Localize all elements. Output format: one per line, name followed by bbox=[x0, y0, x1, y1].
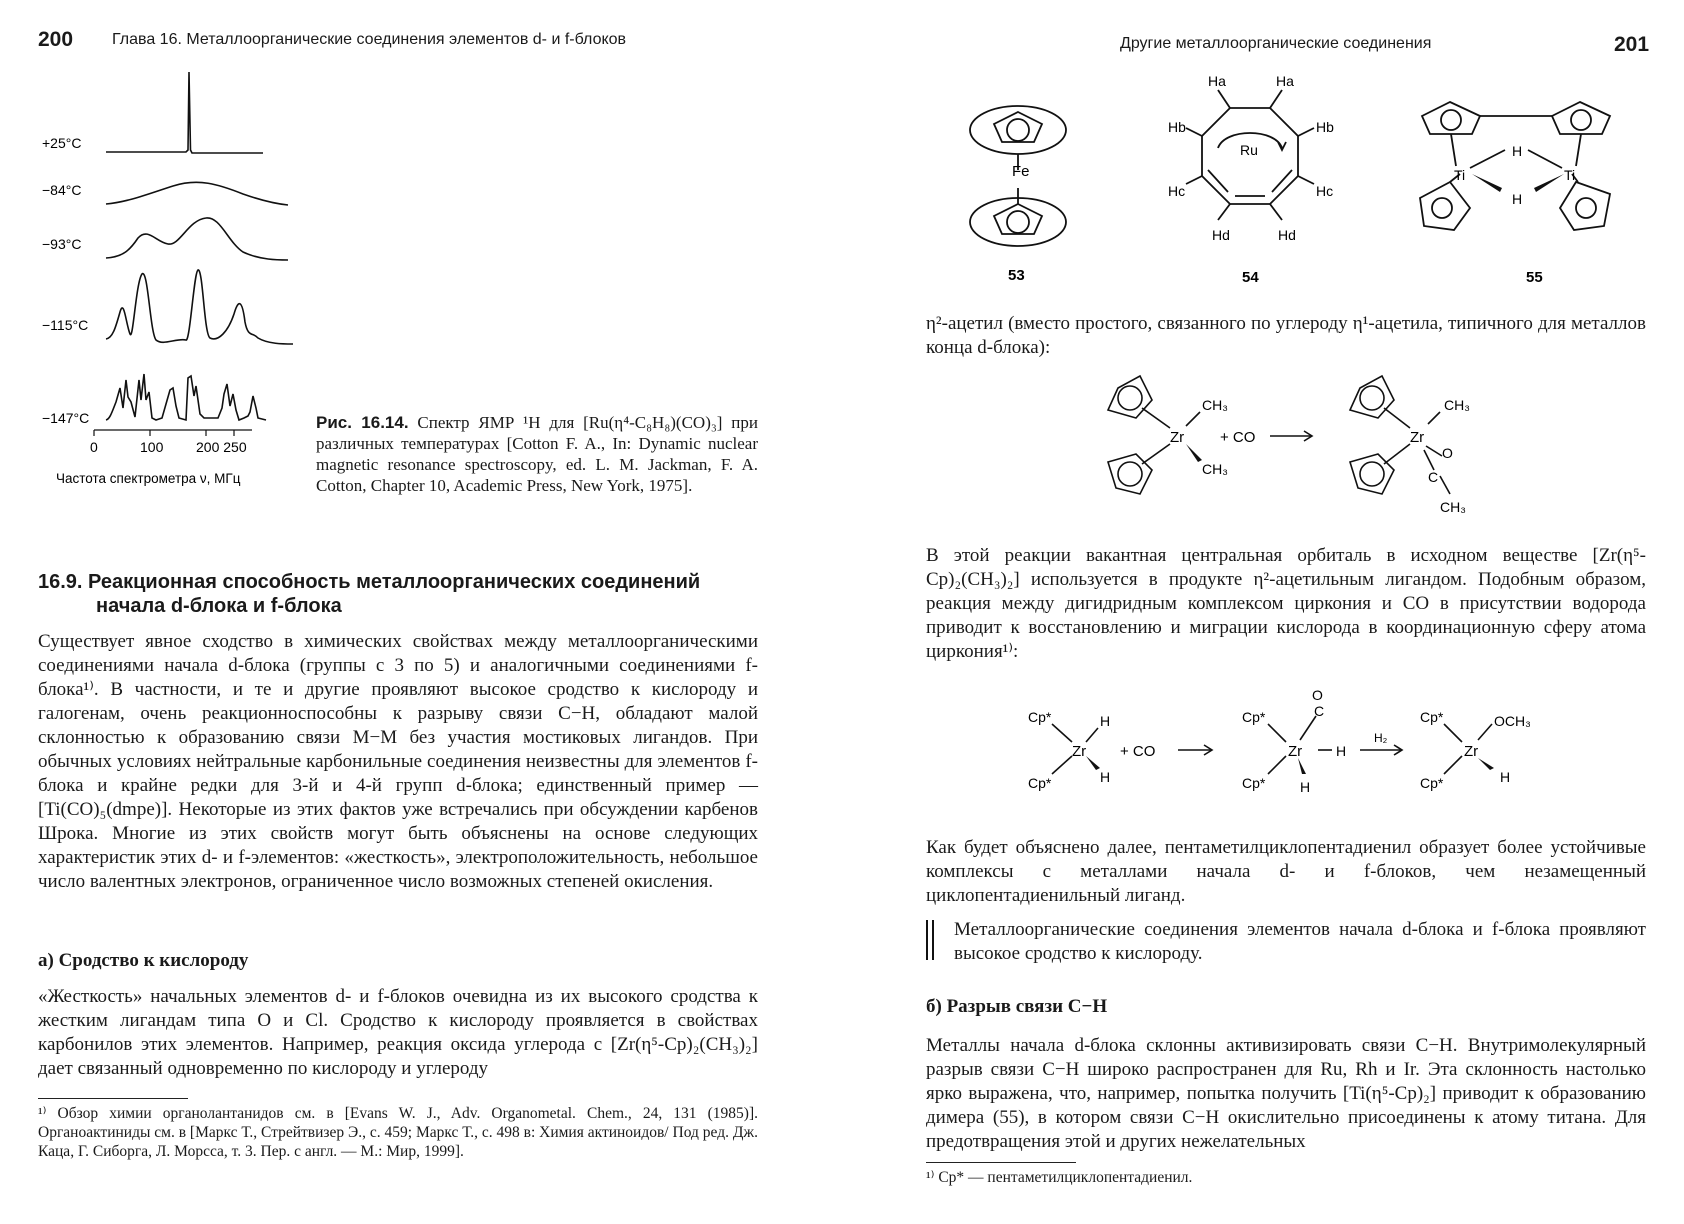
spectrum-115 bbox=[106, 270, 293, 344]
hc-right: Hc bbox=[1316, 183, 1334, 199]
cp-1a: Cp* bbox=[1028, 709, 1052, 725]
caption-text: Спектр ЯМР ¹H для [Ru(η⁴-C₈H₈)(CO)₃] при различных температурах [Cotton F. A., In: Dynamic nuclear magnetic resonance spectroscopy, ed. L. M. Jackman, F. A. Cotton, Chapter 10, Academic Press, New York, 1975]. bbox=[316, 413, 758, 495]
hb-left: Hb bbox=[1168, 119, 1186, 135]
ch3-top-left: CH₃ bbox=[1202, 397, 1228, 413]
hd-left: Hd bbox=[1212, 227, 1230, 243]
right-footnote: ¹⁾ Cp* — пентаметилциклопентадиенил. bbox=[926, 1169, 1193, 1186]
left-footnote: ¹⁾ Обзор химии органолантанидов см. в [Evans W. J., Adv. Organometal. Chem., 24, 131 (1985)]. Органоактиниды см. в [Маркс Т., Стрейтвизер Э., с. 459; Маркс Т., с. 498 в: Химия актиноидов/ Под ред. Дж. Каца, Г. Сиборга, Л. Морсса, т. 3. Пер. с англ. — М.: Мир, 1999]. bbox=[38, 1105, 758, 1160]
spectrum-93 bbox=[106, 218, 288, 260]
fe-label: Fe bbox=[1012, 163, 1030, 180]
h-2b: H bbox=[1300, 779, 1311, 795]
paragraph-3: В этой реакции вакантная центральная орбиталь в исходном веществе [Zr(η⁵-Cp)₂(CH₃)₂] используется в продукте η²-ацетильным лигандом. Подобным образом, реакция между дигидридным комплексом циркония и CO в присутствии водорода приводит к восстановлению и миграции кислорода в координационную сферу атома циркония¹⁾: bbox=[926, 545, 1646, 662]
ti-right: Ti bbox=[1564, 167, 1576, 183]
zr-left: Zr bbox=[1170, 429, 1185, 446]
h-1a: H bbox=[1100, 713, 1111, 729]
hc-left: Hc bbox=[1168, 183, 1186, 199]
right-page-number: 201 bbox=[1614, 33, 1650, 56]
paragraph-4: Как будет объяснено далее, пентаметилциклопентадиенил образует более устойчивые комплексы с металлами начала d- и f-блоков, чем незамещенный циклопентадиенильный лиганд. bbox=[926, 837, 1646, 906]
cp-3a: Cp* bbox=[1420, 709, 1444, 725]
cp-2a: Cp* bbox=[1242, 709, 1266, 725]
temp-label-84: −84°C bbox=[42, 182, 82, 198]
paragraph-1: Существует явное сходство в химических свойствах между металлоорганическими соединениями начала d-блока (группы с 3 по 5) и аналогичными соединениями f-блока¹⁾. В частности, и те и другие проявляют высокое сродство к кислороду и галогенам, очень реакционноспособны к разрыву связи C−H, обладают малой склонностью к образованию связи M−M без участия мостиковых лигандов. При обычных условиях нейтральные карбонильные соединения неизвестны для элементов f-блока и крайне редки для 3-й и 4-й групп d-блока; единственный пример — [Ti(CO)₅(dmpe)]. Некоторые из этих фактов уже встречались при обсуждении карбенов Шрока. Многие из этих свойств могут быть объяснены на основе следующих характеристик этих d- и f-элементов: «жесткость», электроположительность, небольшое число валентных электронов, ограниченное число возможных степеней окисления. bbox=[38, 631, 758, 892]
highlight-bar bbox=[926, 920, 934, 960]
footnote-rule bbox=[38, 1098, 188, 1099]
cp-2b: Cp* bbox=[1242, 775, 1266, 791]
tick-0: 0 bbox=[90, 439, 98, 455]
plus-co: + CO bbox=[1220, 429, 1256, 446]
subsection-b: б) Разрыв связи C−H bbox=[926, 996, 1108, 1017]
left-running-head: Глава 16. Металлоорганические соединения элементов d- и f-блоков bbox=[112, 31, 627, 48]
temp-label-115: −115°C bbox=[42, 317, 89, 333]
label-54: 54 bbox=[1242, 269, 1259, 286]
zr-r2-3: Zr bbox=[1464, 743, 1479, 760]
temp-label-147: −147°C bbox=[42, 410, 90, 426]
h-3: H bbox=[1500, 769, 1511, 785]
hd-right: Hd bbox=[1278, 227, 1296, 243]
ha-right: Ha bbox=[1276, 73, 1294, 89]
right-running-head: Другие металлоорганические соединения bbox=[1120, 35, 1432, 52]
ru-label: Ru bbox=[1240, 142, 1258, 158]
cp-3b: Cp* bbox=[1420, 775, 1444, 791]
plus-co-2: + CO bbox=[1120, 743, 1156, 760]
label-53: 53 bbox=[1008, 267, 1025, 284]
nmr-spectra-figure bbox=[38, 62, 338, 532]
tick-200-250: 200 250 bbox=[196, 439, 247, 455]
section-title bbox=[38, 570, 758, 618]
h-1b: H bbox=[1100, 769, 1111, 785]
subsection-a: а) Сродство к кислороду bbox=[38, 950, 249, 971]
section-title-line1: 16.9. Реакционная способность металлоорганических соединений bbox=[38, 571, 701, 593]
spectrum-25 bbox=[106, 72, 263, 153]
caption-label: Рис. 16.14. bbox=[316, 413, 409, 432]
paragraph-5: Металлы начала d-блока склонны активизировать связи C−H. Внутримолекулярный разрыв связи C−H широко распространен для Ru, Rh и Ir. Эта склонность настолько ярко выражена, что, например, попытка получить [Ti(η⁵-Cp)₂] приводит к образованию димера (55), в котором связи C−H окислительно присоединены к атому титана. Для предотвращения этой и других нежелательных bbox=[926, 1035, 1646, 1152]
spectrum-84 bbox=[106, 182, 288, 205]
right-footnote-rule bbox=[926, 1162, 1076, 1163]
zr-right: Zr bbox=[1410, 429, 1425, 446]
h-bridge-bottom: H bbox=[1512, 191, 1523, 207]
structures-53-54-55 bbox=[950, 70, 1640, 290]
reaction-1-scheme bbox=[1090, 366, 1510, 526]
axis-label: Частота спектрометра ν, МГц bbox=[56, 471, 241, 486]
ti-left: Ti bbox=[1454, 167, 1466, 183]
reaction-2-scheme bbox=[1016, 686, 1576, 806]
highlight-text: Металлоорганические соединения элементов начала d-блока и f-блока проявляют высокое сродство к кислороду. bbox=[954, 919, 1646, 964]
och3: OCH₃ bbox=[1494, 713, 1531, 729]
ch3-bottom-left: CH₃ bbox=[1202, 461, 1228, 477]
label-55: 55 bbox=[1526, 269, 1543, 286]
acetyl-text: η²-ацетил (вместо простого, связанного по углероду η¹-ацетила, типичного для металлов конца d-блока): bbox=[926, 313, 1646, 358]
o-co: O bbox=[1312, 687, 1323, 703]
figure-caption bbox=[316, 412, 758, 496]
ha-left: Ha bbox=[1208, 73, 1226, 89]
h-2a: H bbox=[1336, 743, 1347, 759]
zr-r2-2: Zr bbox=[1288, 743, 1303, 760]
paragraph-2: «Жесткость» начальных элементов d- и f-блоков очевидна из их высокого сродства к жестким лигандам типа O и Cl. Сродство к кислороду проявляется в свойствах карбонилов этих элементов. Например, реакция оксида углерода с [Zr(η⁵-Cp)₂(CH₃)₂] дает связанный одновременно по кислороду и углероду bbox=[38, 986, 758, 1079]
ch3-top-right: CH₃ bbox=[1444, 397, 1470, 413]
c-acyl: C bbox=[1428, 469, 1439, 485]
zr-r2-1: Zr bbox=[1072, 743, 1087, 760]
h2-label: H₂ bbox=[1374, 731, 1388, 745]
c-co: C bbox=[1314, 703, 1325, 719]
cp-1b: Cp* bbox=[1028, 775, 1052, 791]
temp-label-25: +25°C bbox=[42, 135, 82, 151]
o-acyl: O bbox=[1442, 445, 1453, 461]
hb-right: Hb bbox=[1316, 119, 1334, 135]
h-bridge-top: H bbox=[1512, 143, 1523, 159]
tick-100: 100 bbox=[140, 439, 164, 455]
section-title-line2: начала d-блока и f-блока bbox=[96, 595, 342, 617]
spectrum-147 bbox=[106, 374, 266, 420]
left-page-number: 200 bbox=[38, 28, 74, 51]
ch3-acyl: CH₃ bbox=[1440, 499, 1466, 515]
temp-label-93: −93°C bbox=[42, 236, 82, 252]
